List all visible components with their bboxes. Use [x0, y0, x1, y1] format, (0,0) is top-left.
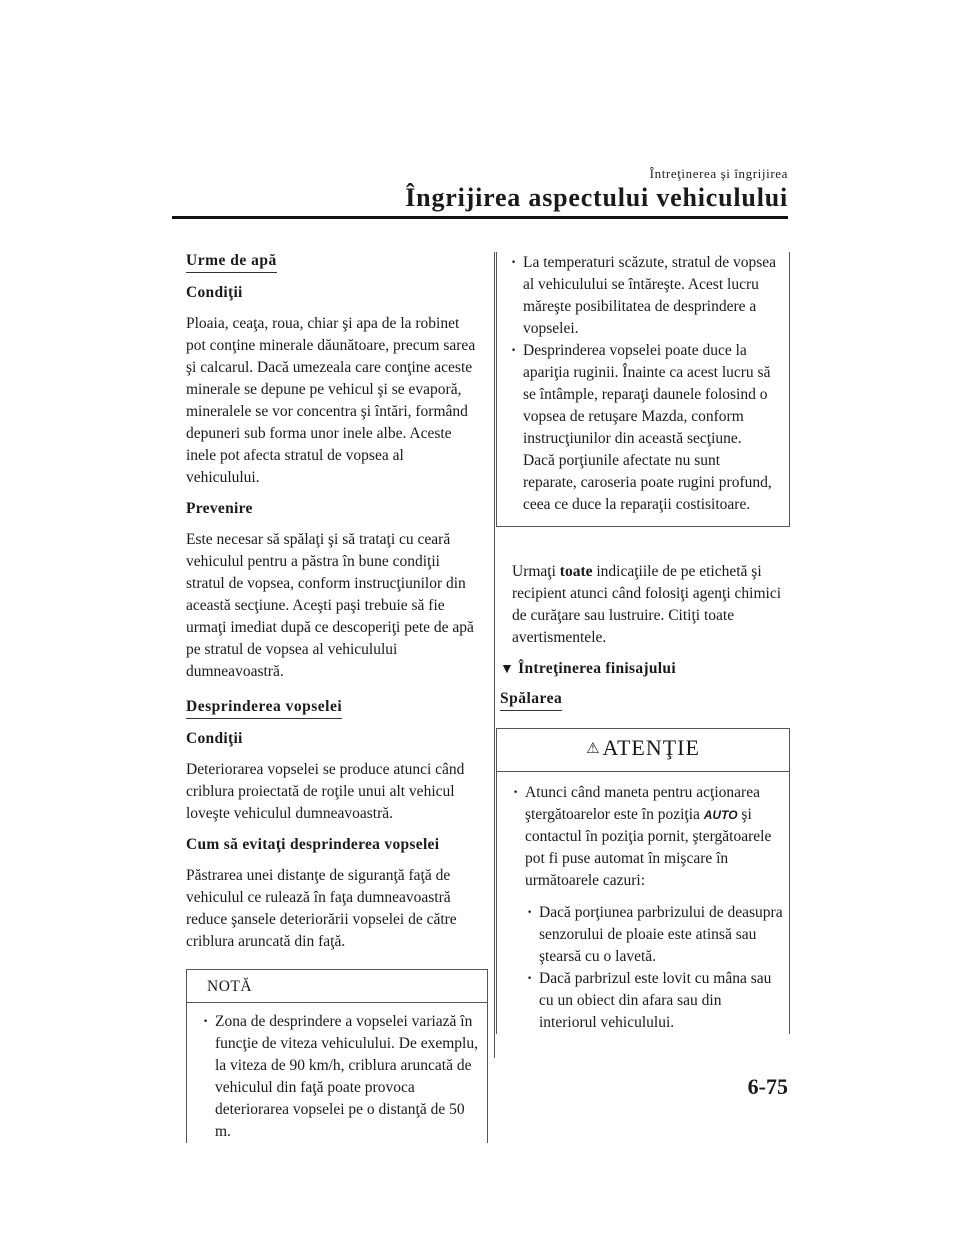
bullet-dot-icon: ·: [511, 342, 517, 359]
chip-avoid-heading: Cum să evitaţi desprinderea vopselei: [186, 836, 440, 853]
list-item: · Dacă parbrizul este lovit cu mâna sau cu un obiect din afara sau din interiorul vehiculului.: [527, 970, 772, 1031]
continued-note-box: [496, 252, 790, 527]
bullet-dot-icon: ·: [527, 904, 533, 921]
water-spots-heading: Urme de apă: [186, 252, 277, 273]
note-bullet: · Zona de desprindere a vopselei variază în funcţie de viteza vehiculului. De exemplu, la viteza de 90 km/h, criblura aruncată de vehiculul din faţă poate provoca deteriorarea vopselei pe o distanţă de 50 m.: [203, 1013, 478, 1140]
warning-triangle-icon: ⚠: [586, 741, 601, 757]
washing-heading: Spălarea: [500, 690, 562, 711]
note-title: NOTĂ: [187, 970, 487, 1003]
bullet-dot-icon: ·: [513, 784, 519, 801]
caution-box: [496, 728, 790, 1034]
note-box: [186, 969, 488, 1143]
water-conditions-heading: Condiţii: [186, 284, 243, 301]
chapter-title: Întreţinerea şi îngrijirea: [649, 166, 788, 181]
triangle-down-icon: ▼: [500, 662, 515, 677]
bullet-dot-icon: ·: [203, 1013, 209, 1030]
right-column: [500, 252, 790, 1034]
water-conditions-text: Ploaia, ceaţa, roua, chiar şi apa de la robinet pot conţine minerale dăunătoare, precum sarea şi calcarul. Dacă umezeala care conţine aceste minerale se depune pe vehicul şi se evaporă, mineralele se vor concentra şi întări, formând depuneri sub forma unor inele albe. Aceste inele pot afecta stratul de vopsea al vehiculului.: [186, 315, 476, 486]
water-prevention-text: Este necesar să spălaţi şi să trataţi cu ceară vehiculul pentru a păstra în bune condiţii stratul de vopsea, conform instrucţiunilor din această secţiune. Aceşti paşi trebuie să fie urmaţi imediat după ce descoperiţi pete de apă pe stratul de vopsea al vehiculului dumneavoastră.: [186, 531, 474, 680]
page-number: 6-75: [747, 1074, 788, 1099]
caution-bullet: · Atunci când maneta pentru acţionarea ştergătoarelor este în poziţia AUTO şi contactul în poziţia pornit, ştergătoarele pot fi puse automat în mişcare în următoarele cazuri:: [513, 784, 772, 889]
chemical-agents-text: Urmaţi toate indicaţiile de pe etichetă şi recipient atunci când folosiţi agenţi chimici de curăţare sau lustruire. Citiţi toate avertismentele.: [512, 563, 782, 646]
chip-conditions-heading: Condiţii: [186, 730, 243, 747]
column-divider: [494, 252, 495, 1058]
bullet-dot-icon: ·: [511, 254, 517, 271]
auto-position-icon: AUTO: [703, 808, 738, 822]
chip-avoid-text: Păstrarea unei distanţe de siguranţă faţă de vehiculul ce rulează în faţa dumneavoastră reduce şansele deteriorării vopselei de către criblura aruncată din faţă.: [186, 867, 457, 950]
caution-title: ⚠ATENŢIE: [497, 729, 789, 772]
chip-conditions-text: Deteriorarea vopselei se produce atunci când criblura proiectată de roţile unui alt vehicul loveşte vehiculul dumneavoastră.: [186, 761, 465, 822]
list-item: · Dacă porţiunea parbrizului de deasupra senzorului de ploaie este atinsă sau ştearsă cu o lavetă.: [527, 904, 783, 965]
section-title: Îngrijirea aspectului vehiculului: [405, 183, 788, 212]
finish-maintenance-heading: ▼ Întreţinerea finisajului: [500, 660, 676, 677]
list-item: · La temperaturi scăzute, stratul de vopsea al vehiculului se întăreşte. Acest lucru măreşte posibilitatea de desprindere a vopselei.: [511, 254, 777, 337]
paint-chip-heading: Desprinderea vopselei: [186, 698, 342, 719]
water-prevention-heading: Prevenire: [186, 500, 253, 517]
left-column: [186, 252, 476, 1143]
bullet-dot-icon: ·: [527, 970, 533, 987]
list-item: · Desprinderea vopselei poate duce la apariţia ruginii. Înainte ca acest lucru să se întâmple, reparaţi daunele folosind o vopsea de retuşare Mazda, conform instrucţiunilor din această secţiune. Dacă porţiunile afectate nu sunt reparate, caroseria poate rugini profund, ceea ce duce la reparaţii costisitoare.: [511, 342, 772, 513]
header-rule: [172, 216, 788, 219]
